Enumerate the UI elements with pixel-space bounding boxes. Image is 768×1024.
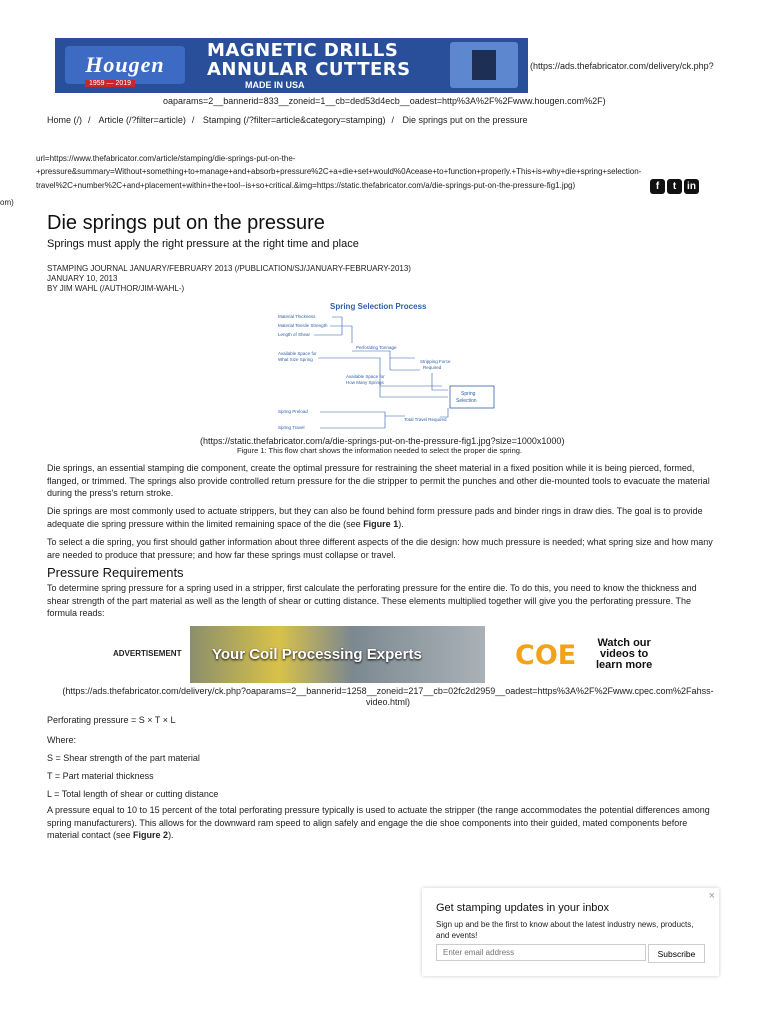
banner-ad-url[interactable]: (https://ads.thefabricator.com/delivery/ck.php? [530, 61, 714, 71]
node-space-size-2: What Size Spring [278, 357, 313, 362]
paragraph [47, 505, 717, 530]
inline-ad-url[interactable]: (https://ads.thefabricator.com/delivery/ck.php?oaparams=2__bannerid=1258__zoneid=217__cb=02fc2d2959__oadest=https%3A%2F%2Fwww.cpec.com%2Fahss-video.html) [62, 686, 714, 707]
ad-cta-line: learn more [596, 659, 653, 671]
paragraph-text: A pressure equal to 10 to 15 percent of the total perforating pressure typically is used to actuate the stripper (the range accommodates the potential differences among spring manufacturers). This allows for the downward ram speed to align safely and engage the die shoe components into their guided, mated components before material contact (see [47, 805, 710, 840]
node-selection-2: Selection [456, 398, 477, 404]
node-space-size-1: Available Space for [278, 351, 317, 356]
breadcrumb: Home (/) / Article (/?filter=article) / Stamping (/?filter=article&category=stamping) / Die springs put on the pressure [47, 115, 528, 125]
breadcrumb-home[interactable]: Home (/) [47, 115, 83, 125]
twitter-icon[interactable]: t [667, 179, 682, 194]
advertisement-label: ADVERTISEMENT [113, 649, 182, 658]
spring-selection-flowchart[interactable] [270, 298, 498, 436]
node-tensile: Material Tensile Strength [278, 323, 328, 328]
section-heading: Pressure Requirements [47, 565, 184, 580]
definition-t: T = Part material thickness [47, 771, 154, 781]
paragraph: To determine spring pressure for a spring used in a stripper, first calculate the perforating pressure for the entire die. To do this, you need to know the thickness and shear strength of the part material as well as the length of shear or cutting distance. These elements multiplied together will give you the perforating pressure. The formula reads: [47, 583, 697, 618]
node-total-travel: Total Travel Required [404, 417, 447, 422]
paragraph: To select a die spring, you first should gather information about three different aspects of the die design: how much pressure is needed; what spring size and how many are needed to produce that pressure; and how far these springs must collapse or travel. [47, 537, 713, 560]
breadcrumb-stamping[interactable]: Stamping (/?filter=article&category=stamping) [202, 115, 386, 125]
banner-line-1: MAGNETIC DRILLS [207, 40, 399, 61]
node-space-many-2: How Many Springs [346, 380, 384, 385]
share-url-line[interactable]: url=https://www.thefabricator.com/article/stamping/die-springs-put-on-the- [36, 154, 296, 163]
paragraph-text: Die springs are most commonly used to actuate strippers, but they can also be found behind form pressure pads and binder rings in draw dies. The goal is to provide adequate die spring pressure within the limited remaining space of the die (see [47, 506, 703, 529]
anniversary-badge: 1959 — 2019 [85, 80, 135, 87]
share-url-line[interactable]: om) [0, 198, 14, 207]
banner-ad-url-cont[interactable]: oaparams=2__bannerid=833__zoneid=1__cb=ded53d4ecb__oadest=http%3A%2F%2Fwww.hougen.com%2F) [163, 96, 606, 106]
coil-ad-image[interactable] [190, 626, 485, 683]
node-travel: Spring Travel [278, 425, 305, 430]
figure-1-ref: Figure 1 [363, 518, 399, 529]
subscribe-button[interactable]: Subscribe [648, 944, 705, 963]
page-subtitle: Springs must apply the right pressure at the right time and place [47, 238, 359, 250]
hougen-logo: Hougen [65, 46, 185, 84]
banner-line-2: ANNULAR CUTTERS [207, 59, 411, 80]
signup-description: Sign up and be the first to know about the latest industry news, products, and events! [436, 920, 694, 940]
definition-s: S = Shear strength of the part material [47, 753, 200, 763]
node-perforating-tonnage: Perforating Tonnage [356, 345, 397, 350]
flowchart-connectors [314, 317, 448, 428]
figure-2-ref: Figure 2 [133, 830, 169, 840]
paragraph: Die springs, an essential stamping die component, create the optimal pressure for restraining the sheet material in a fixed position while it is being pierced, formed, flanged, or trimmed. The springs also provide controlled return pressure for the die stripper to permit the punches and other die-mounted tools to evacuate the material during the press's return stroke. [47, 463, 710, 498]
node-stripping-2: Required [423, 365, 442, 370]
paragraph [47, 804, 717, 842]
ad-cta-line: videos to [599, 648, 649, 660]
email-field[interactable] [436, 944, 646, 961]
ad-headline: Your Coil Processing Experts [212, 646, 422, 663]
top-banner-ad[interactable] [55, 38, 528, 93]
author-link[interactable]: BY JIM WAHL (/AUTHOR/JIM-WAHL-) [47, 284, 185, 293]
where-label: Where: [47, 735, 77, 745]
share-url-line[interactable]: +pressure&summary=Without+something+to+manage+and+absorb+pressure%2C+a+die+set+would%0Acease+to+function+properly.+This+is+why+die+spring+selection- [36, 167, 642, 176]
journal-link[interactable]: STAMPING JOURNAL JANUARY/FEBRUARY 2013 (/PUBLICATION/SJ/JANUARY-FEBRUARY-2013) [47, 264, 411, 273]
share-url-line[interactable]: travel%2C+number%2C+and+placement+within+the+tool--is+so+critical.&img=https://static.thefabricator.com/a/die-springs-put-on-the-pressure-fig1.jpg) [36, 181, 576, 190]
coe-logo[interactable]: COE [515, 640, 577, 671]
node-preload: Spring Preload [278, 409, 308, 414]
ad-cta-line: Watch our [597, 637, 651, 649]
paragraph-text: ). [168, 830, 174, 840]
breadcrumb-article[interactable]: Article (/?filter=article) [98, 115, 186, 125]
ad-cta[interactable] [596, 638, 652, 671]
signup-heading: Get stamping updates in your inbox [436, 902, 610, 914]
node-selection-1: Spring [461, 391, 476, 397]
paragraph-text: ). [398, 518, 404, 529]
formula: Perforating pressure = S × T × L [47, 715, 176, 725]
node-shear-length: Length of Shear [278, 332, 311, 337]
article-meta [47, 264, 411, 294]
selection-box [450, 386, 494, 408]
node-space-many-1: Available Space for [346, 374, 385, 379]
banner-line-3: MADE IN USA [245, 80, 305, 90]
facebook-icon[interactable]: f [650, 179, 665, 194]
linkedin-icon[interactable]: in [684, 179, 699, 194]
flowchart-title: Spring Selection Process [330, 302, 427, 311]
definition-l: L = Total length of shear or cutting distance [47, 789, 219, 799]
figure-caption: Figure 1: This flow chart shows the information needed to select the proper die spring. [237, 446, 523, 455]
page-title: Die springs put on the pressure [47, 212, 325, 234]
article-date: JANUARY 10, 2013 [47, 274, 118, 283]
node-stripping-1: Stripping Force [420, 359, 451, 364]
drill-image [450, 42, 518, 88]
close-icon[interactable]: × [708, 890, 715, 902]
social-share [650, 176, 701, 194]
node-material-thickness: Material Thickness [278, 314, 316, 319]
breadcrumb-current: Die springs put on the pressure [402, 115, 528, 125]
newsletter-signup [422, 888, 719, 976]
figure-url[interactable]: (https://static.thefabricator.com/a/die-springs-put-on-the-pressure-fig1.jpg?size=1000x1000) [200, 436, 565, 446]
